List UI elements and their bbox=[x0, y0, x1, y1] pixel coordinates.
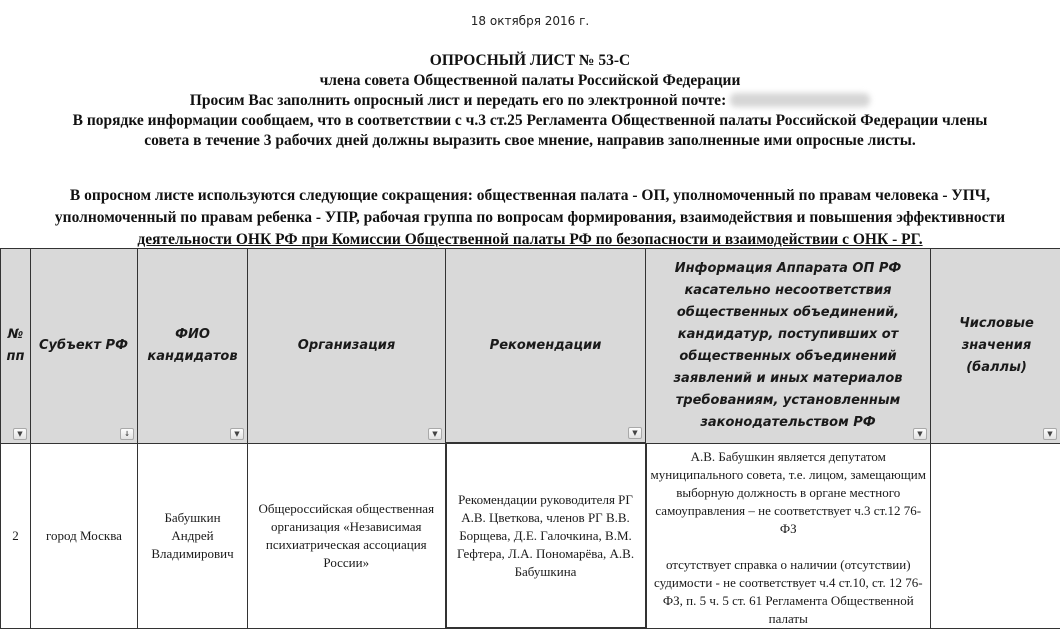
column-header-number bbox=[1, 249, 31, 444]
questionnaire-subtitle: члена совета Общественной палаты Российской Федерации bbox=[0, 71, 1060, 91]
cell-organization[interactable]: Общероссийская общественная организация «Независимая психиатрическая ассоциация России» bbox=[248, 443, 446, 628]
abbreviations-note bbox=[0, 185, 1060, 251]
redacted-email bbox=[730, 93, 870, 107]
filter-dropdown-icon[interactable]: ▼ bbox=[230, 428, 244, 440]
questionnaire-title: ОПРОСНЫЙ ЛИСТ № 53-С bbox=[0, 51, 1060, 71]
abbreviations-line-1: В опросном листе используются следующие сокращения: общественная палата - ОП, уполномоченный по правам человека - УПЧ, bbox=[0, 185, 1060, 207]
column-header-label: № пп bbox=[1, 324, 30, 368]
column-header-label: Информация Аппарата ОП РФ касательно несоответствия общественных объединений, кандидатур, поступивших от общественных объединений заявлений и иных материалов требованиям, установленным законодательством РФ bbox=[646, 258, 930, 434]
column-header-label: Организация bbox=[248, 335, 445, 357]
column-header-score bbox=[931, 249, 1060, 444]
cell-subject[interactable]: город Москва bbox=[31, 443, 138, 628]
office-info-part-2: отсутствует справка о наличии (отсутствии) судимости - не соответствует ч.4 ст.10, ст. 12 76-ФЗ, п. 5 ч. 5 ст. 61 Регламента Общественной палаты bbox=[647, 556, 931, 628]
cell-office-info[interactable] bbox=[646, 443, 931, 628]
column-header-subject bbox=[31, 249, 138, 444]
notice-line-2: совета в течение 3 рабочих дней должны выразить свое мнение, направив заполненные ими опросные листы. bbox=[0, 131, 1060, 151]
cell-score[interactable] bbox=[931, 443, 1060, 628]
document-date: 18 октября 2016 г. bbox=[0, 14, 1060, 28]
candidates-table bbox=[0, 248, 1060, 629]
table-header-row bbox=[1, 249, 1060, 444]
email-request bbox=[0, 91, 1060, 111]
column-header-organization bbox=[248, 249, 446, 444]
filter-dropdown-icon[interactable]: ▼ bbox=[628, 427, 642, 439]
email-request-text: Просим Вас заполнить опросный лист и передать его по электронной почте: bbox=[190, 92, 726, 109]
filter-dropdown-icon[interactable]: ▼ bbox=[913, 428, 927, 440]
filter-dropdown-icon[interactable]: ▼ bbox=[1043, 428, 1057, 440]
column-header-label: Рекомендации bbox=[446, 335, 645, 357]
cell-fio[interactable]: Бабушкин Андрей Владимирович bbox=[138, 443, 248, 628]
notice-line-1: В порядке информации сообщаем, что в соответствии с ч.3 ст.25 Регламента Общественной палаты Российской Федерации члены bbox=[0, 111, 1060, 131]
column-header-office-info bbox=[646, 249, 931, 444]
table-row bbox=[1, 443, 1060, 628]
abbreviations-line-2: уполномоченный по правам ребенка - УПР, рабочая группа по вопросам формирования, взаимодействия и повышения эффективности bbox=[0, 207, 1060, 229]
office-info-part-1: А.В. Бабушкин является депутатом муниципального совета, т.е. лицом, замещающим выборную должность в органе местного самоуправления – не соответствует ч.3 ст.12 76-ФЗ bbox=[647, 448, 931, 538]
document-header bbox=[0, 51, 1060, 151]
cell-number[interactable]: 2 bbox=[1, 443, 31, 628]
column-header-label: Числовые значения (баллы) bbox=[931, 313, 1060, 379]
cell-recommendations[interactable]: Рекомендации руководителя РГ А.В. Цветкова, членов РГ В.В. Борщева, Д.Е. Галочкина, В.М. Гефтера, Л.А. Пономарёва, А.В. Бабушкина bbox=[446, 443, 646, 628]
column-header-recommendations bbox=[446, 249, 646, 444]
column-header-label: Субъект РФ bbox=[31, 335, 137, 357]
filter-dropdown-icon[interactable]: ▼ bbox=[13, 428, 27, 440]
filter-dropdown-icon[interactable]: ▼ bbox=[428, 428, 442, 440]
abbreviations-line-3: деятельности ОНК РФ при Комиссии Общественной палаты РФ по безопасности и взаимодействии с ОНК - РГ. bbox=[0, 229, 1060, 251]
column-header-label: ФИО кандидатов bbox=[138, 324, 247, 368]
sort-applied-icon[interactable]: ↓ bbox=[120, 428, 134, 440]
column-header-fio bbox=[138, 249, 248, 444]
